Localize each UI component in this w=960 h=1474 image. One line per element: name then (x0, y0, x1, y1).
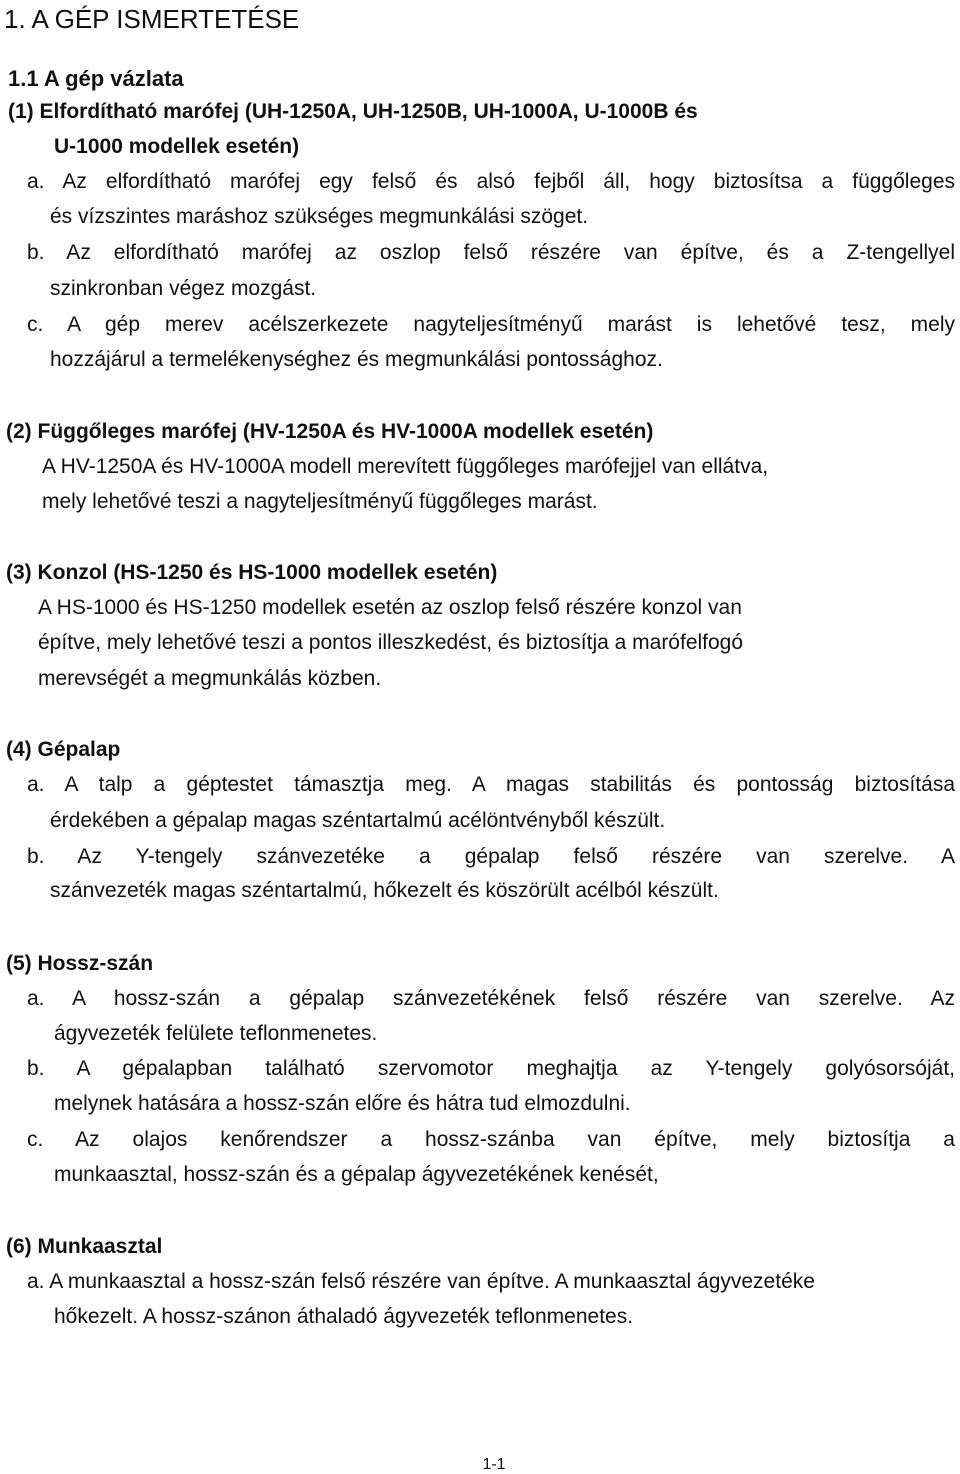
s4-item-b-line2: szánvezeték magas széntartalmú, hőkezelt és köszörült acélból készült. (50, 879, 719, 902)
s2-heading: (2) Függőleges marófej (HV-1250A és HV-1000A modellek esetén) (6, 420, 654, 443)
page-number: 1-1 (482, 1456, 506, 1473)
s3-line3: merevségét a megmunkálás közben. (38, 667, 382, 690)
s5-item-a-line1: a. A hossz-szán a gépalap szánvezetékének felső részére van szerelve. Az (27, 987, 955, 1010)
s1-item-b-line2: szinkronban végez mozgást. (50, 277, 317, 300)
s5-heading: (5) Hossz-szán (6, 952, 154, 975)
s4-item-a-line2: érdekében a gépalap magas széntartalmú acélöntvényből készült. (50, 809, 666, 832)
s1-heading-line1: (1) Elfordítható marófej (UH-1250A, UH-1250B, UH-1000A, U-1000B és (8, 100, 698, 123)
s1-item-a-line1: a. Az elfordítható marófej egy felső és alsó fejből áll, hogy biztosítsa a függőleges (27, 170, 955, 193)
s5-item-a-line2: ágyvezeték felülete teflonmenetes. (54, 1022, 378, 1045)
s4-heading: (4) Gépalap (6, 738, 121, 761)
s5-item-b-line2: melynek hatására a hossz-szán előre és hátra tud elmozdulni. (54, 1092, 631, 1115)
s5-item-c-line1: c. Az olajos kenőrendszer a hossz-szánba van építve, mely biztosítja a (27, 1128, 955, 1151)
s2-line1: A HV-1250A és HV-1000A modell merevített függőleges marófejjel van ellátva, (42, 455, 769, 478)
s1-heading-line2: U-1000 modellek esetén) (54, 135, 300, 158)
section-title: 1.1 A gép vázlata (8, 66, 184, 91)
s1-item-c-line1: c. A gép merev acélszerkezete nagyteljesítményű marást is lehetővé tesz, mely (27, 313, 955, 336)
s1-item-b-line1: b. Az elfordítható marófej az oszlop felső részére van építve, és a Z-tengellyel (27, 241, 955, 264)
s6-item-a-line2: hőkezelt. A hossz-szánon áthaladó ágyvezeték teflonmenetes. (54, 1305, 634, 1328)
s3-line1: A HS-1000 és HS-1250 modellek esetén az oszlop felső részére konzol van (38, 596, 742, 619)
s3-heading: (3) Konzol (HS-1250 és HS-1000 modellek esetén) (6, 561, 498, 584)
s5-item-c-line2: munkaasztal, hossz-szán és a gépalap ágyvezetékének kenését, (54, 1163, 659, 1186)
chapter-title: 1. A GÉP ISMERTETÉSE (4, 4, 300, 34)
s4-item-a-line1: a. A talp a géptestet támasztja meg. A magas stabilitás és pontosság biztosítása (27, 773, 955, 796)
page-number-footer (0, 1456, 960, 1474)
s3-line2: építve, mely lehetővé teszi a pontos illeszkedést, és biztosítja a marófelfogó (38, 631, 744, 654)
s1-item-a-line2: és vízszintes maráshoz szükséges megmunkálási szöget. (50, 205, 589, 228)
s1-item-c-line2: hozzájárul a termelékenységhez és megmunkálási pontossághoz. (50, 348, 663, 371)
s6-heading: (6) Munkaasztal (6, 1235, 163, 1258)
s2-line2: mely lehetővé teszi a nagyteljesítményű függőleges marást. (42, 490, 598, 513)
s6-item-a-line1: a. A munkaasztal a hossz-szán felső részére van építve. A munkaasztal ágyvezetéke (27, 1270, 815, 1293)
s5-item-b-line1: b. A gépalapban található szervomotor meghajtja az Y-tengely golyósorsóját, (27, 1057, 955, 1080)
s4-item-b-line1: b. Az Y-tengely szánvezetéke a gépalap felső részére van szerelve. A (27, 845, 955, 868)
